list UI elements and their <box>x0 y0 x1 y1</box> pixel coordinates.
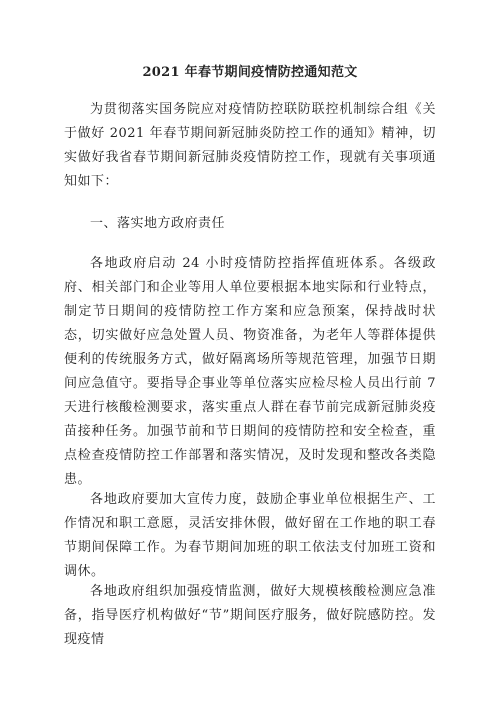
section-paragraph: 各地政府组织加强疫情监测，做好大规模核酸检测应急准备，指导医疗机构做好“节”期间医疗服务，做好院感防控。发现疫情 <box>64 584 436 647</box>
document-title: 2021 年春节期间疫情防控通知范文 <box>142 65 358 80</box>
section-paragraph: 各地政府启动 24 小时疫情防控指挥值班体系。各级政府、相关部门和企业等用人单位要根据本地实际和行业特点，制定节日期间的疫情防控工作方案和应急预案，保持战时状态，切实做好应急处置人员、物资准备，为老年人等群体提供便利的传统服务方式，做好隔离场所等规范管理，加强节日期间应急值守。要指导企事业等单位落实应检尽检人员出行前 7 天进行核酸检测要求，落实重点人群在春节前完成新冠肺炎疫苗接种任务。加强节前和节日期间的疫情防控和安全检查，重点检查疫情防控工作部署和落实情况，及时发现和整改各类隐患。 <box>64 256 436 487</box>
intro-paragraph: 为贯彻落实国务院应对疫情防控联防联控机制综合组《关于做好 2021 年春节期间新冠肺炎防控工作的通知》精神，切实做好我省春节期间新冠肺炎疫情防控工作，现就有关事项通知如下： <box>64 102 436 189</box>
section-heading: 一、落实地方政府责任 <box>90 216 226 231</box>
section-paragraph: 各地政府要加大宣传力度，鼓励企事业单位根据生产、工作情况和职工意愿，灵活安排休假，做好留在工作地的职工春节期间保障工作。为春节期间加班的职工依法支付加班工资和调休。 <box>64 492 436 579</box>
